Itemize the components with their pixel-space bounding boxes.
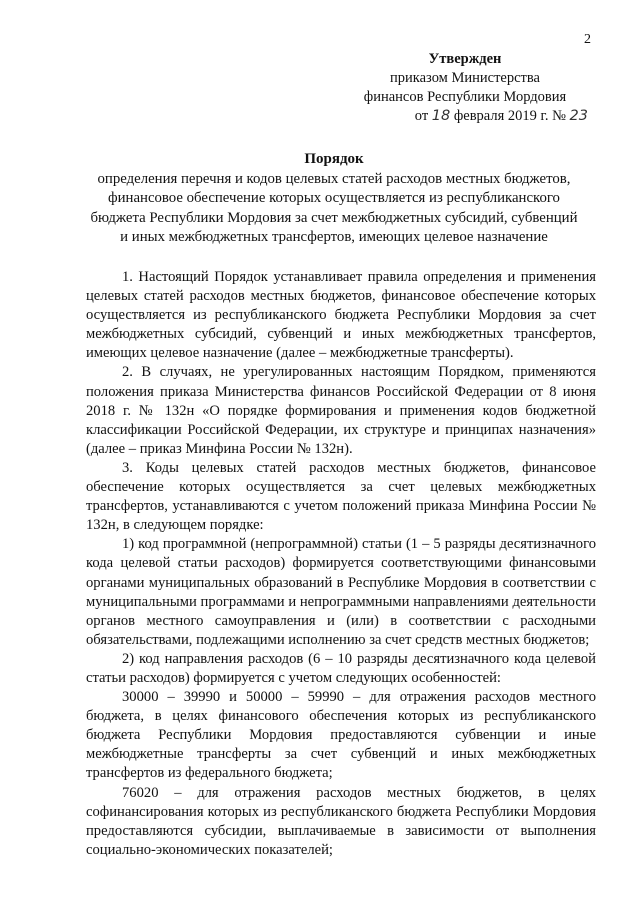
approval-line-1: приказом Министерства (390, 70, 540, 86)
approval-title: Утвержден (428, 51, 502, 67)
handwritten-day: 18 (431, 108, 451, 124)
paragraph: 2) код направления расходов (6 – 10 разряды десятизначного кода целевой статьи расходов) формируется с учетом следующих особенностей: (86, 650, 596, 686)
paragraph: 1. Настоящий Порядок устанавливает правила определения и применения целевых статей расходов местных бюджетов, финансовое обеспечение которых осуществляется из республиканского бюджета Республики Мордовия за счет межбюджетных субсидий, субвенций и иных межбюджетных трансфертов, имеющих целевое назначение (далее – межбюджетные трансферты). (86, 269, 596, 362)
document-title: Порядок (304, 151, 364, 167)
approval-block (330, 50, 600, 126)
date-prefix: от (414, 108, 429, 124)
document-heading (86, 150, 582, 248)
document-subtitle: определения перечня и кодов целевых статей расходов местных бюджетов, финансовое обеспечение которых осуществляется из республиканского бюджета Республики Мордовия за счет межбюджетных субсидий, субвенций и иных межбюджетных трансфертов, имеющих целевое назначение (90, 170, 578, 245)
handwritten-number: 23 (569, 108, 588, 124)
paragraph: 1) код программной (непрограммной) статьи (1 – 5 разряды десятизначного кода целевой статьи расходов) формируется соответствующими финансовыми органами муниципальных образований в Республике Мордовия в соответствии с муниципальными программами и непрограммными направлениями деятельности органов местного самоуправления и (или) в соответствии с расходными обязательствами, подлежащими исполнению за счет средств местных бюджетов; (86, 536, 596, 648)
document-body (86, 268, 596, 860)
paragraph: 2. В случаях, не урегулированных настоящим Порядком, применяются положения приказа Министерства финансов Российской Федерации от 8 июня 2018 г. № 132н «О порядке формирования и применения кодов бюджетной классификации Российской Федерации, их структуре и принципах назначения» (далее – приказ Минфина России № 132н). (86, 364, 596, 457)
page-number: 2 (584, 32, 591, 47)
approval-date-line (330, 107, 600, 126)
approval-line-2: финансов Республики Мордовия (363, 89, 567, 105)
date-middle: февраля 2019 г. № (453, 108, 566, 124)
paragraph: 3. Коды целевых статей расходов местных бюджетов, финансовое обеспечение которых осуществляется за счет целевых межбюджетных трансфертов, устанавливаются с учетом положений приказа Минфина России № 132н, в следующем порядке: (86, 459, 596, 534)
paragraph: 30000 – 39990 и 50000 – 59990 – для отражения расходов местного бюджета, в целях финансового обеспечения которых из республиканского бюджета Республики Мордовия предоставляются субвенции и иные межбюджетные трансферты за счет субвенций и иных межбюджетных трансфертов из федерального бюджета; (86, 689, 596, 782)
paragraph: 76020 – для отражения расходов местных бюджетов, в целях софинансирования которых из республиканского бюджета Республики Мордовия предоставляются субсидии, выплачиваемые в зависимости от выполнения социально-экономических показателей; (86, 784, 596, 858)
